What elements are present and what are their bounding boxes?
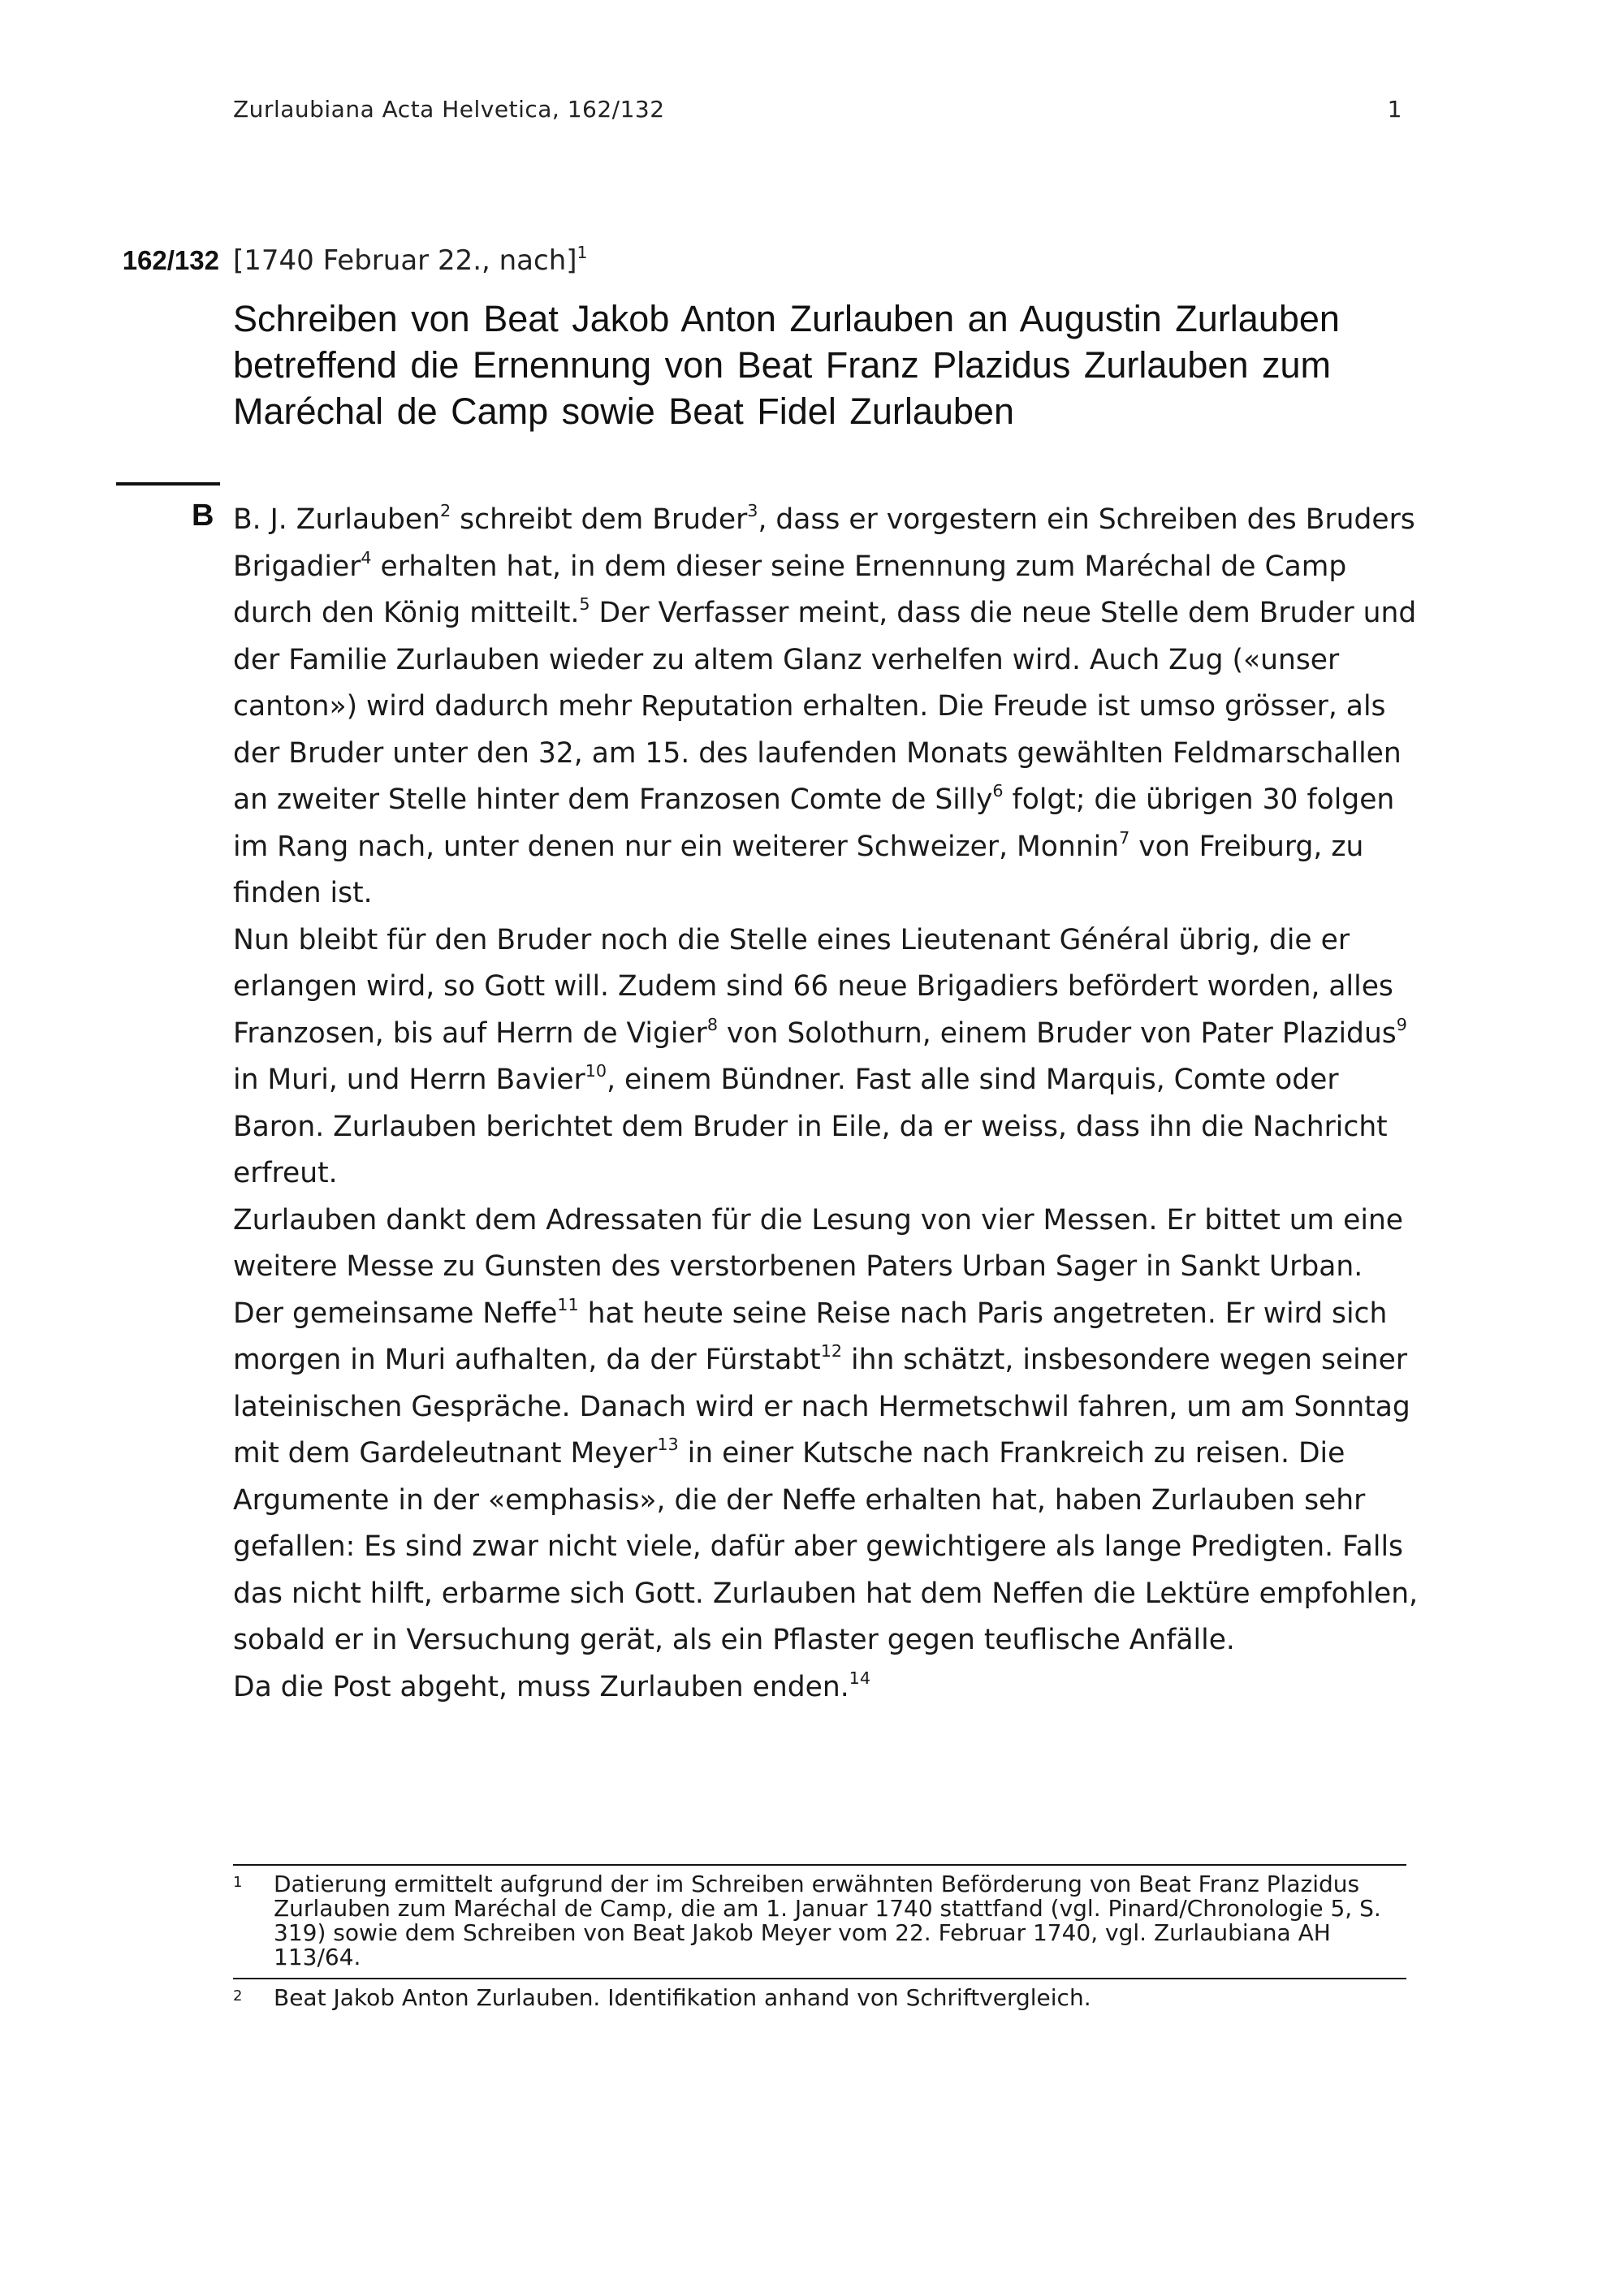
text-segment: Der Verfasser meint, dass die neue Stelle dem Bruder und der Familie Zurlauben wieder zu altem Glanz verhelfen wird. Auch Zug («unser canton») wird dadurch mehr Reputation erhalten. Die Freude ist umso grösser, als der Bruder unter den 32, am 15. des laufenden Monats gewählten Feldmarschallen an zweiter Stelle hinter dem Franzosen Comte de Silly	[233, 597, 1417, 816]
text-segment: , einem Bündner. Fast alle sind Marquis, Comte oder Baron. Zurlauben berichtet dem Bruder in Eile, da er weiss, dass ihn die Nachricht erfreut.	[233, 1064, 1388, 1189]
footnotes	[233, 1864, 1406, 2018]
text-segment: ihn schätzt, insbesondere wegen seiner lateinischen Gespräche. Danach wird er nach Hermetschwil fahren, um am Sonntag mit dem Gardeleutnant Meyer	[233, 1344, 1410, 1470]
footnote-ref-8[interactable]: 8	[706, 1014, 719, 1034]
text-segment: Der gemeinsame Neffe	[233, 1297, 558, 1330]
page-number: 1	[1387, 96, 1402, 123]
document-number: 162/132	[122, 245, 219, 275]
footnote-ref-4[interactable]: 4	[361, 547, 372, 568]
footnote-ref-11[interactable]: 11	[557, 1294, 579, 1314]
footnote-ref-14[interactable]: 14	[849, 1668, 870, 1688]
text-segment: Da die Post abgeht, muss Zurlauben enden.	[233, 1670, 849, 1703]
paragraph-2	[233, 917, 1419, 1198]
text-segment: B. J. Zurlauben	[233, 503, 440, 536]
document-date	[233, 244, 588, 277]
document-date-text: [1740 Februar 22., nach]	[233, 244, 577, 277]
footnote-ref-12[interactable]: 12	[820, 1341, 843, 1362]
footnote-ref-5[interactable]: 5	[579, 594, 590, 615]
text-segment: in Muri, und Herrn Bavier	[233, 1064, 585, 1096]
footnote-2	[233, 1978, 1406, 2015]
text-segment: hat heute seine Reise nach Paris angetreten. Er wird sich morgen in Muri aufhalten, da der Fürstabt	[233, 1297, 1388, 1376]
footnote-1	[233, 1864, 1406, 1974]
footnote-ref-6[interactable]: 6	[992, 781, 1004, 801]
footnote-text: Beat Jakob Anton Zurlauben. Identifikation anhand von Schriftvergleich.	[274, 1984, 1091, 2011]
document-title: Schreiben von Beat Jakob Anton Zurlauben an Augustin Zurlauben betreffend die Ernennung von Beat Franz Plazidus Zurlauben zum Maréchal de Camp sowie Beat Fidel Zurlauben	[233, 298, 1340, 432]
text-segment: von Solothurn, einem Bruder von Pater Plazidus	[718, 1016, 1397, 1050]
footnote-ref-9[interactable]: 9	[1396, 1014, 1407, 1034]
footnote-mark: 2	[233, 1987, 243, 2005]
section-divider	[116, 482, 220, 486]
running-header-title: Zurlaubiana Acta Helvetica, 162/132	[233, 96, 665, 123]
paragraph-5	[233, 1664, 1419, 1711]
paragraph-3	[233, 1198, 1419, 1291]
footnote-ref-13[interactable]: 13	[657, 1435, 679, 1455]
text-segment: Zurlauben dankt dem Adressaten für die Lesung von vier Messen. Er bittet um eine weitere Messe zu Gunsten des verstorbenen Paters Urban Sager in Sankt Urban.	[233, 1203, 1404, 1283]
footnote-ref-7[interactable]: 7	[1119, 827, 1130, 848]
text-segment: schreibt dem Bruder	[451, 503, 748, 536]
paragraph-1	[233, 497, 1419, 917]
running-header	[233, 96, 1402, 123]
text-segment: von Freiburg, zu finden ist.	[233, 830, 1364, 909]
text-segment: , dass er vorgestern ein Schreiben des Bruders Brigadier	[233, 503, 1415, 583]
footnote-ref-2[interactable]: 2	[439, 501, 451, 521]
text-segment: in einer Kutsche nach Frankreich zu reisen. Die Argumente in der «emphasis», die der Neffe erhalten hat, haben Zurlauben sehr gefallen: Es sind zwar nicht viele, dafür aber gewichtigere als lange Predigten. Falls das nicht hilft, erbarme sich Gott. Zurlauben hat dem Neffen die Lektüre empfohlen, sobald er in Versuchung gerät, als ein Pflaster gegen teuflische Anfälle.	[233, 1437, 1419, 1656]
footnote-text: Datierung ermittelt aufgrund der im Schreiben erwähnten Beförderung von Beat Franz Plazidus Zurlauben zum Maréchal de Camp, die am 1. Januar 1740 stattfand (vgl. Pinard/Chronologie 5, S. 319) sowie dem Schreiben von Beat Jakob Meyer vom 22. Februar 1740, vgl. Zurlaubiana AH 113/64.	[274, 1871, 1381, 1970]
text-segment: Nun bleibt für den Bruder noch die Stelle eines Lieutenant Général übrig, die er erlangen wird, so Gott will. Zudem sind 66 neue Brigadiers befördert worden, alles Franzosen, bis auf Herrn de Vigier	[233, 923, 1393, 1050]
regest-body	[233, 497, 1419, 1711]
text-segment: erhalten hat, in dem dieser seine Ernennung zum Maréchal de Camp durch den König mitteilt.	[233, 550, 1347, 629]
paragraph-4	[233, 1291, 1419, 1664]
footnote-mark: 1	[233, 1874, 243, 1891]
footnote-ref-1[interactable]: 1	[577, 242, 588, 262]
footnote-ref-10[interactable]: 10	[585, 1061, 607, 1081]
footnote-ref-3[interactable]: 3	[747, 501, 758, 521]
section-letter: B	[192, 498, 214, 533]
text-segment: folgt; die übrigen 30 folgen im Rang nach, unter denen nur ein weiterer Schweizer, Monnin	[233, 783, 1395, 863]
